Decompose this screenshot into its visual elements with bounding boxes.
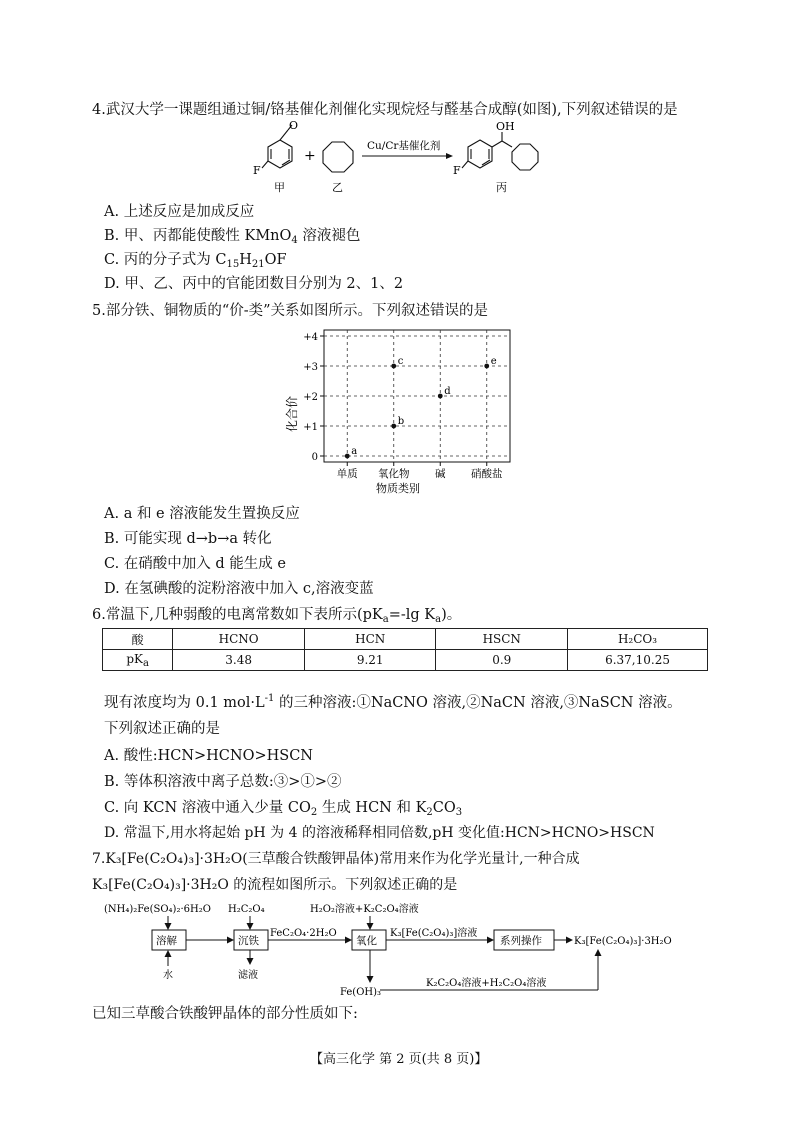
q7-line1: 7.K₃[Fe(C₂O₄)₃]·3H₂O(三草酸合铁酸钾晶体)常用来作为化学光量计,一种合成 [92, 851, 580, 867]
q6-option-b: B. 等体积溶液中离子总数:③>①>② [104, 774, 342, 790]
y-tick-label: 0 [311, 452, 318, 463]
label-jia: 甲 [274, 181, 285, 194]
q5-option-a: A. a 和 e 溶液能发生置换反应 [104, 506, 300, 522]
reactant-2: H₂C₂O₄ [228, 904, 265, 915]
y-tick-label: +3 [303, 362, 318, 373]
table-cell: HSCN [436, 629, 568, 650]
q7-line2: K₃[Fe(C₂O₄)₃]·3H₂O 的流程如图所示。下列叙述正确的是 [92, 877, 458, 893]
table-cell: HCNO [173, 629, 305, 650]
label-bing: 丙 [496, 181, 507, 194]
q4-reaction-scheme [240, 118, 570, 198]
q6-line3: 下列叙述正确的是 [104, 721, 220, 737]
intermediate-1: FeC₂O₄·2H₂O [270, 928, 337, 939]
data-point-label: e [490, 356, 497, 367]
data-point-label: d [444, 386, 451, 397]
table-cell: H₂CO₃ [568, 629, 708, 650]
table-row [103, 629, 708, 650]
structure-yi [323, 142, 353, 172]
plus-sign: + [304, 148, 316, 164]
q4-option-b: B. 甲、丙都能使酸性 KMnO$_4$ 溶液褪色 [104, 228, 361, 246]
step-precipitate: 沉铁 [238, 935, 259, 947]
final-product: K₃[Fe(C₂O₄)₃]·3H₂O [574, 936, 672, 947]
step-series-ops: 系列操作 [500, 935, 542, 947]
table-row [103, 650, 708, 671]
atom-oh: OH [496, 120, 515, 133]
step-oxidize: 氧化 [356, 935, 377, 947]
atom-f-bing: F [453, 164, 461, 177]
chart-ylabel: 化合价 [285, 395, 299, 433]
q6-stem: 6.常温下,几种弱酸的电离常数如下表所示($pK_a=-\lg$ $K_a$)。 [92, 607, 462, 625]
data-point [438, 394, 443, 399]
reactant-3: H₂O₂溶液+K₂C₂O₄溶液 [310, 904, 419, 915]
q7-line3: 已知三草酸合铁酸钾晶体的部分性质如下: [92, 1006, 358, 1022]
page-footer: 【高三化学 第 2 页(共 8 页)】 [310, 1052, 488, 1067]
data-point [391, 364, 396, 369]
label-yi: 乙 [332, 181, 343, 194]
data-point [345, 454, 350, 459]
data-point-label: a [351, 446, 358, 457]
output-fe-oh3: Fe(OH)₃ [340, 987, 382, 998]
q5-option-c: C. 在硝酸中加入 d 能生成 e [104, 556, 286, 572]
q4-stem: 4.武汉大学一课题组通过铜/铬基催化剂催化实现烷烃与醛基合成醇(如图),下列叙述错误的是 [92, 102, 678, 118]
data-point [391, 424, 396, 429]
q4-option-d: D. 甲、乙、丙中的官能团数目分别为 2、1、2 [104, 276, 404, 292]
y-tick-label: +1 [303, 422, 318, 433]
q5-stem: 5.部分铁、铜物质的“价-类”关系如图所示。下列叙述错误的是 [92, 303, 489, 319]
chart-xlabel: 物质类别 [376, 482, 420, 495]
q5-option-d: D. 在氢碘酸的淀粉溶液中加入 c,溶液变蓝 [104, 581, 374, 597]
x-tick-label: 硝酸盐 [471, 468, 503, 480]
valence-class-chart [282, 322, 522, 500]
q6-option-a: A. 酸性:HCN>HCNO>HSCN [104, 748, 313, 764]
table-cell: $pK_a$ [103, 650, 173, 671]
structure-bing [462, 132, 538, 170]
table-cell: 0.9 [436, 650, 568, 671]
data-point [484, 364, 489, 369]
data-point-label: b [397, 416, 405, 427]
x-tick-label: 碱 [435, 468, 446, 480]
table-cell: 9.21 [304, 650, 436, 671]
pka-table [102, 628, 708, 671]
output-filtrate: 滤液 [238, 970, 258, 981]
input-water: 水 [163, 970, 173, 981]
q6-option-d: D. 常温下,用水将起始 pH 为 4 的溶液稀释相同倍数,pH 变化值:HCN>HCNO>HSCN [104, 825, 655, 841]
catalyst-label: Cu/Cr基催化剂 [367, 140, 441, 152]
q4-option-c: C. 丙的分子式为 $C_{15}H_{21}OF$ [104, 252, 287, 270]
q6-line2: 现有浓度均为 0.1 $mol\cdot L^{-1}$ 的三种溶液:①NaCNO 溶液,②NaCN 溶液,③NaSCN 溶液。 [104, 693, 682, 711]
table-cell: 酸 [103, 629, 173, 650]
synthesis-flowchart [100, 898, 700, 998]
q6-option-c: C. 向 KCN 溶液中通入少量 $CO_2$ 生成 HCN 和 $K_2CO_3$ [104, 800, 463, 818]
atom-f-jia: F [253, 164, 261, 177]
arrowhead [446, 153, 453, 159]
x-tick-label: 单质 [336, 468, 358, 480]
table-cell: 6.37,10.25 [568, 650, 708, 671]
structure-jia [262, 125, 292, 168]
atom-o: O [289, 119, 299, 132]
step-dissolve: 溶解 [156, 935, 177, 947]
table-cell: HCN [304, 629, 436, 650]
reactant-1: (NH₄)₂Fe(SO₄)₂·6H₂O [104, 904, 211, 915]
y-tick-label: +2 [303, 392, 318, 403]
recycle-stream: K₂C₂O₄溶液+H₂C₂O₄溶液 [426, 978, 547, 989]
q4-option-a: A. 上述反应是加成反应 [104, 204, 255, 220]
q5-option-b: B. 可能实现 d→b→a 转化 [104, 531, 272, 547]
y-tick-label: +4 [303, 332, 318, 343]
data-point-label: c [397, 356, 404, 367]
x-tick-label: 氧化物 [378, 468, 410, 480]
table-cell: 3.48 [173, 650, 305, 671]
intermediate-2: K₃[Fe(C₂O₄)₃]溶液 [390, 928, 478, 939]
